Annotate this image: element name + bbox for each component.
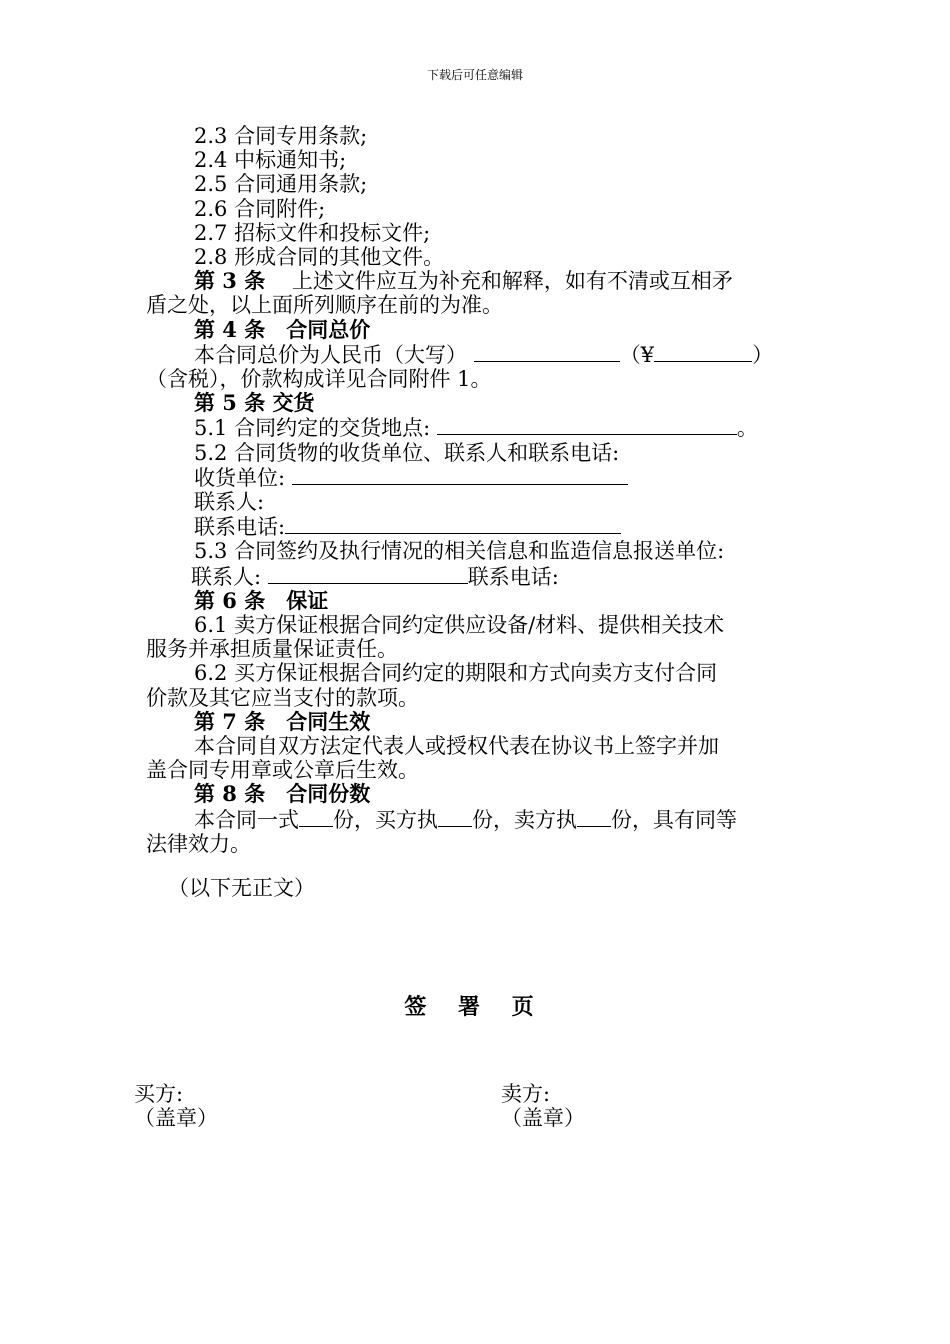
clause-text: 本合同一式 xyxy=(194,807,299,832)
field-label: 联系人: xyxy=(191,564,262,589)
buyer-seal: （盖章） xyxy=(134,1106,218,1130)
page-header: 下载后可任意编辑 xyxy=(426,68,523,82)
signature-page-title: 签 署 页 xyxy=(404,994,546,1020)
delivery-location-blank xyxy=(437,415,737,435)
amount-words-blank xyxy=(474,342,620,362)
clause-text: 份，具有同等 xyxy=(611,807,737,832)
total-copies-blank xyxy=(299,807,333,827)
field-label: 联系人: xyxy=(194,490,265,515)
field-label: 联系电话: xyxy=(467,564,559,589)
clause-text: 份，买方执 xyxy=(333,807,438,832)
clause-text: 服务并承担质量保证责任。 xyxy=(146,637,398,662)
seller-signature xyxy=(501,1082,585,1130)
clause-text: 价款及其它应当支付的款项。 xyxy=(146,685,419,710)
yen-label: （¥ xyxy=(619,342,655,367)
article-4-line xyxy=(146,342,806,367)
delivery-location xyxy=(146,415,806,440)
clause-text: 本合同自双方法定代表人或授权代表在协议书上签字并加 xyxy=(194,734,719,759)
field-label: 联系电话: xyxy=(194,515,286,540)
clause-text: 盖合同专用章或公章后生效。 xyxy=(146,758,419,783)
seller-seal: （盖章） xyxy=(501,1106,585,1130)
article-title: 第 7 条 合同生效 xyxy=(194,708,371,734)
article-title: 第 3 条 xyxy=(194,268,266,294)
period: 。 xyxy=(736,416,758,441)
clause-text: 5.2 合同货物的收货单位、联系人和联系电话: xyxy=(194,440,620,465)
article-text: 上述文件应互为补充和解释，如有不清或互相矛 xyxy=(291,269,733,294)
clause-text: 5.3 合同签约及执行情况的相关信息和监造信息报送单位: xyxy=(194,539,725,564)
end-note: （以下无正文） xyxy=(168,876,315,901)
article-title: 第 5 条 交货 xyxy=(194,390,315,416)
clause-text: 法律效力。 xyxy=(146,831,251,856)
buyer-label: 买方: xyxy=(134,1082,184,1106)
report-contact xyxy=(146,564,806,589)
field-label: 5.1 合同约定的交货地点: xyxy=(194,416,431,441)
list-item: 2.3 合同专用条款; xyxy=(194,124,368,148)
article-3 xyxy=(146,269,806,293)
list-item: 2.7 招标文件和投标文件; xyxy=(194,220,431,245)
clause-text: 6.1 卖方保证根据合同约定供应设备/材料、提供相关技术 xyxy=(194,613,725,638)
list-item: 2.5 合同通用条款; xyxy=(194,172,368,197)
buyer-signature xyxy=(134,1082,218,1130)
article-text: 盾之处，以上面所列顺序在前的为准。 xyxy=(146,293,503,318)
list-item: 2.8 形成合同的其他文件。 xyxy=(194,245,445,270)
list-item: 2.4 中标通知书; xyxy=(194,148,347,173)
seller-copies-blank xyxy=(577,807,611,827)
article-title: 第 6 条 保证 xyxy=(194,587,329,613)
article-text: 本合同总价为人民币（大写） xyxy=(194,342,467,367)
receiver-unit xyxy=(146,465,806,490)
receiver-phone-blank xyxy=(285,514,621,534)
field-label: 收货单位: xyxy=(194,465,286,490)
article-text: （含税），价款构成详见合同附件 1。 xyxy=(146,367,492,392)
article-title: 第 4 条 合同总价 xyxy=(194,316,371,342)
paren-close: ） xyxy=(752,342,774,367)
contract-body xyxy=(146,124,806,900)
clause-text: 份，卖方执 xyxy=(472,807,577,832)
article-title: 第 8 条 合同份数 xyxy=(194,781,371,807)
receiver-phone xyxy=(146,514,806,539)
amount-figure-blank xyxy=(654,342,752,362)
copies-line xyxy=(146,807,806,832)
clause-text: 6.2 买方保证根据合同约定的期限和方式向卖方支付合同 xyxy=(194,661,718,686)
list-item: 2.6 合同附件; xyxy=(194,196,326,221)
report-contact-blank xyxy=(268,564,468,584)
seller-label: 卖方: xyxy=(501,1082,551,1106)
receiver-unit-blank xyxy=(292,465,628,485)
buyer-copies-blank xyxy=(438,807,472,827)
